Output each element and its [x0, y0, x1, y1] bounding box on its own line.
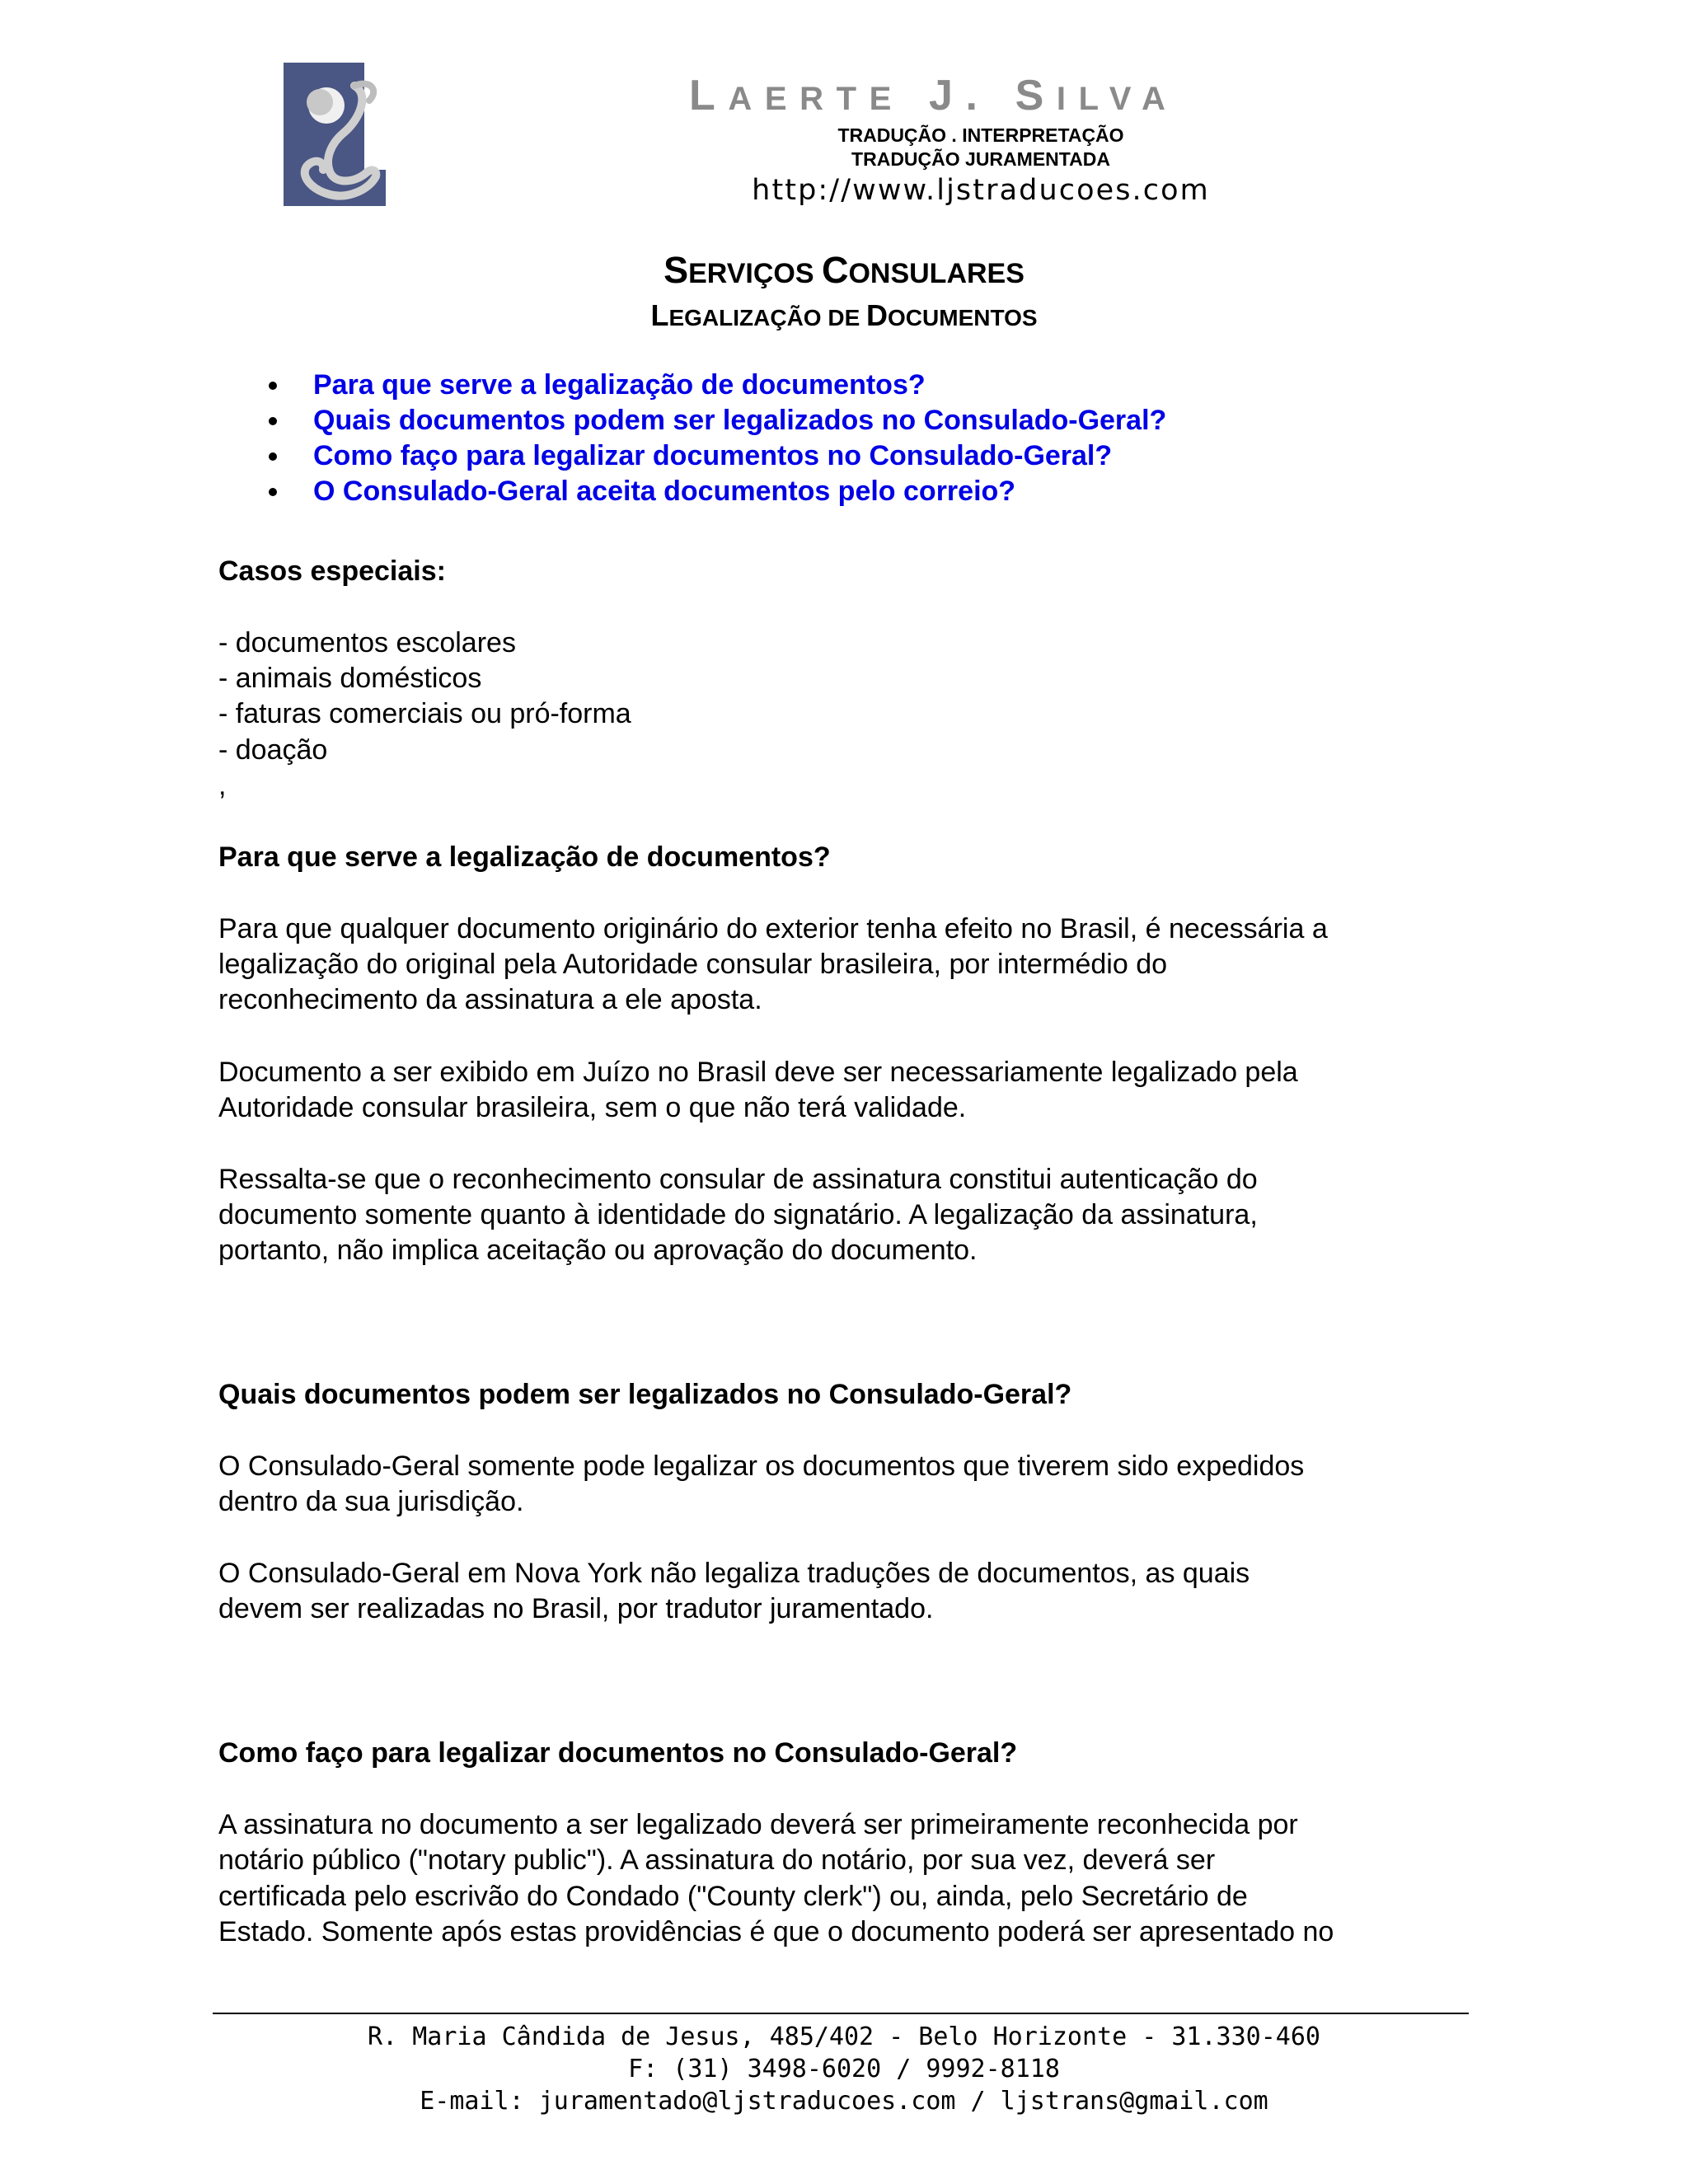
paragraph-line: O Consulado-Geral somente pode legalizar os documentos que tiverem sido expedidos — [218, 1451, 1305, 1482]
paragraph-line: Estado. Somente após estas providências é que o documento poderá ser apresentado no — [218, 1916, 1334, 1947]
lj-monogram-logo-icon — [279, 61, 389, 209]
paragraph-line: notário público ("notary public"). A assinatura do notário, por sua vez, deverá ser — [218, 1844, 1216, 1876]
paragraph-line: documento somente quanto à identidade do signatário. A legalização da assinatura, — [218, 1199, 1258, 1230]
paragraph-line: Para que qualquer documento originário do exterior tenha efeito no Brasil, é necessária a — [218, 913, 1328, 944]
paragraph-line: legalização do original pela Autoridade consular brasileira, por intermédio do — [218, 949, 1168, 980]
special-case-item: - faturas comerciais ou pró-forma — [218, 698, 631, 729]
paragraph-line: certificada pelo escrivão do Condado ("County clerk") ou, ainda, pelo Secretário de — [218, 1881, 1248, 1912]
section-heading-how-to: Como faço para legalizar documentos no Consulado-Geral? — [218, 1737, 1018, 1769]
paragraph-line: A assinatura no documento a ser legalizado deverá ser primeiramente reconhecida por — [218, 1809, 1298, 1840]
question-link[interactable]: O Consulado-Geral aceita documentos pelo correio? — [264, 474, 1166, 509]
question-link[interactable]: Como faço para legalizar documentos no Consulado-Geral? — [264, 438, 1166, 474]
paragraph-line: Documento a ser exibido em Juízo no Brasil deve ser necessariamente legalizado pela — [218, 1057, 1298, 1088]
section-heading-purpose: Para que serve a legalização de documentos? — [218, 841, 831, 873]
footer-email: E-mail: juramentado@ljstraducoes.com / ljstrans@gmail.com — [420, 2087, 1268, 2116]
special-cases-heading: Casos especiais: — [218, 555, 446, 587]
footer-phone: F: (31) 3498-6020 / 9992-8118 — [628, 2055, 1060, 2083]
footer-divider — [213, 2013, 1469, 2014]
special-case-item: - doação — [218, 734, 328, 766]
question-link[interactable]: Quais documentos podem ser legalizados no Consulado-Geral? — [264, 403, 1166, 438]
question-link[interactable]: Para que serve a legalização de documentos? — [264, 368, 1166, 403]
brand-services-line: TRADUÇÃO . INTERPRETAÇÃO — [837, 124, 1124, 146]
paragraph-line: portanto, não implica aceitação ou aprovação do documento. — [218, 1235, 978, 1266]
special-case-item: - documentos escolares — [218, 627, 516, 658]
page-subtitle: LEGALIZAÇÃO DE DOCUMENTOS — [650, 298, 1038, 332]
paragraph-line: devem ser realizadas no Brasil, por tradutor juramentado. — [218, 1593, 934, 1624]
footer-address: R. Maria Cândida de Jesus, 485/402 - Belo Horizonte - 31.330-460 — [368, 2022, 1320, 2051]
paragraph-line: O Consulado-Geral em Nova York não legaliza traduções de documentos, as quais — [218, 1558, 1250, 1589]
paragraph-line: Autoridade consular brasileira, sem o que não terá validade. — [218, 1092, 967, 1123]
question-links-list — [264, 368, 1166, 509]
brand-sworn-translation-line: TRADUÇÃO JURAMENTADA — [851, 148, 1110, 170]
paragraph-line: reconhecimento da assinatura a ele aposta. — [218, 984, 762, 1015]
brand-name: LAERTE J. SILVA — [689, 72, 1179, 120]
paragraph-line: Ressalta-se que o reconhecimento consular de assinatura constitui autenticação do — [218, 1164, 1258, 1195]
page-title: SERVIÇOS CONSULARES — [663, 249, 1025, 291]
section-heading-which-documents: Quais documentos podem ser legalizados no Consulado-Geral? — [218, 1379, 1072, 1410]
brand-website-url: http://www.ljstraducoes.com — [752, 174, 1210, 207]
stray-comma: , — [218, 770, 227, 801]
paragraph-line: dentro da sua jurisdição. — [218, 1486, 524, 1517]
special-case-item: - animais domésticos — [218, 663, 482, 694]
